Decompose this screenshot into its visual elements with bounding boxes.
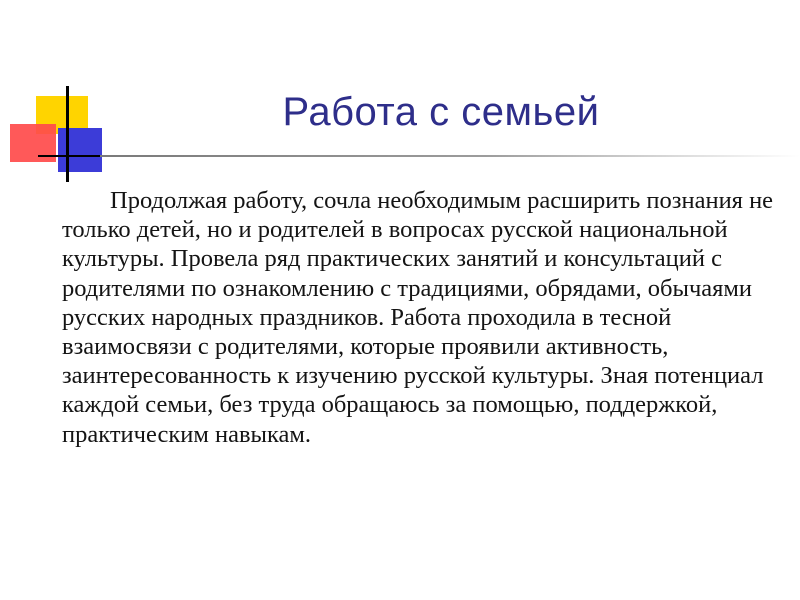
title-underline — [100, 155, 800, 157]
slide-body-paragraph: Продолжая работу, сочла необходимым расширить познания не только детей, но и родителей в вопросах русской национальной культуры. Провела ряд практических занятий и консультаций с родителями по ознакомлению с традициями, обрядами, обычаями русских народных праздников. Работа проходила в тесной взаимосвязи с родителями, которые проявили активность, заинтересованность к изучению русской культуры. Зная потенциал каждой семьи, без труда обращаюсь за помощью, поддержкой, практическим навыкам. — [62, 187, 774, 448]
slide-title: Работа с семьей — [282, 90, 600, 134]
